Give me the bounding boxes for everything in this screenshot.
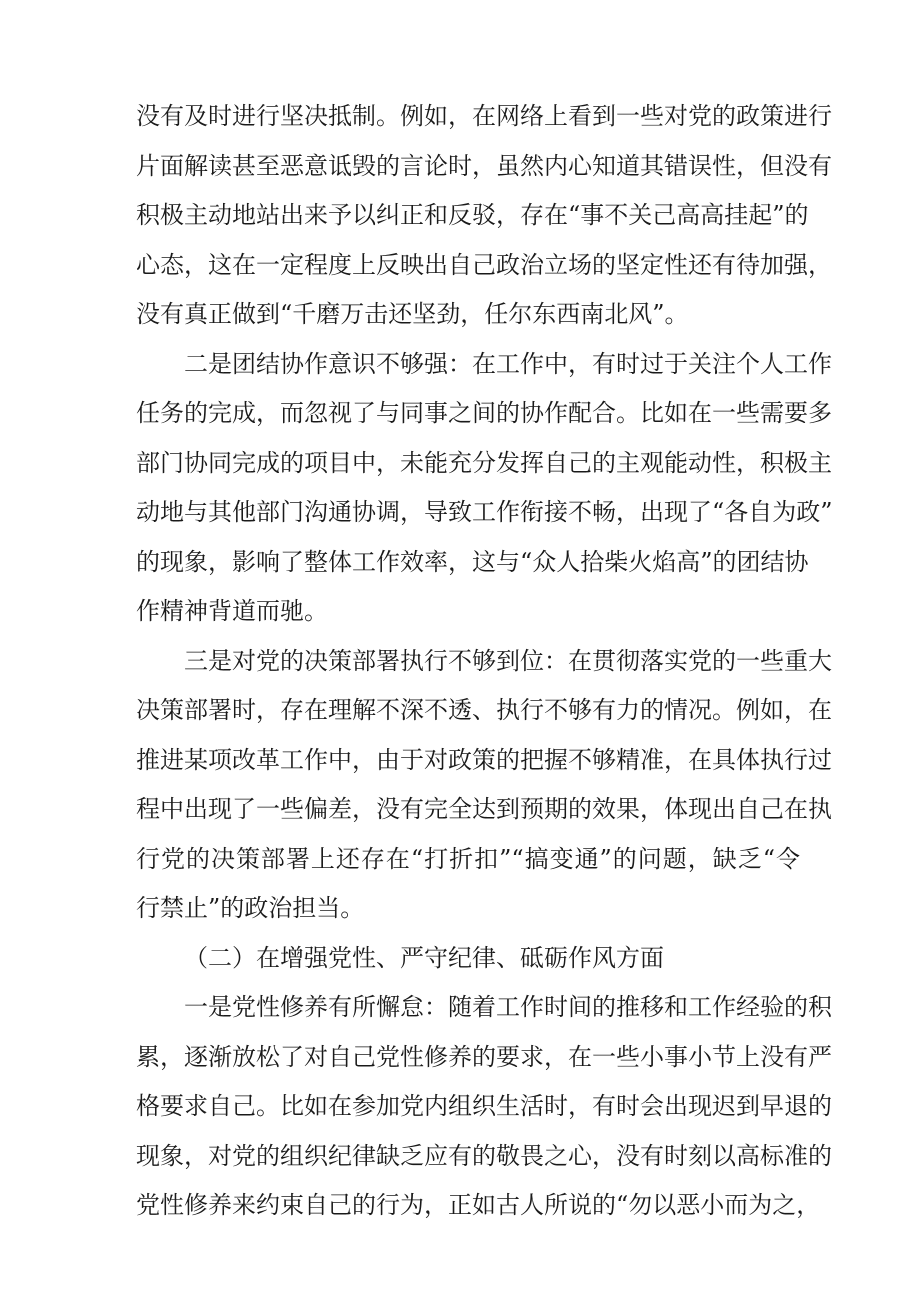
- text-line: 格要求自己。比如在参加党内组织生活时，有时会出现迟到早退的: [136, 1092, 832, 1120]
- text-line: 三是对党的决策部署执行不够到位：在贯彻落实党的一些重大: [184, 646, 832, 675]
- text-line: 心态，这在一定程度上反映出自己政治立场的坚定性还有待加强，: [136, 250, 832, 279]
- document-body: [136, 92, 833, 1231]
- paragraph-policy-execution: [136, 637, 832, 934]
- text-line: 党性修养来约束自己的行为，正如古人所说的“勿以恶小而为之，: [136, 1191, 821, 1219]
- text-line: 二是团结协作意识不够强：在工作中，有时过于关注个人工作: [184, 349, 832, 378]
- text-line: 行党的决策部署上还存在“打折扣”“搞变通”的问题，缺乏“令: [136, 844, 800, 873]
- text-line: 动地与其他部门沟通协调，导致工作衔接不畅，出现了“各自为政”: [136, 498, 833, 526]
- section-heading-text: （二）在增强党性、严守纪律、砥砺作风方面: [184, 943, 664, 972]
- text-line: 部门协同完成的项目中，未能充分发挥自己的主观能动性，积极主: [136, 448, 832, 477]
- text-line: 累，逐渐放松了对自己党性修养的要求，在一些小事小节上没有严: [136, 1042, 832, 1071]
- text-line: 一是党性修养有所懈怠：随着工作时间的推移和工作经验的积: [184, 993, 832, 1021]
- text-line: 的现象，影响了整体工作效率，这与“众人拾柴火焰高”的团结协: [136, 547, 809, 576]
- text-line: 没有及时进行坚决抵制。例如，在网络上看到一些对党的政策进行: [136, 102, 832, 130]
- text-line: 作精神背道而驰。: [136, 597, 328, 625]
- text-line: 决策部署时，存在理解不深不透、执行不够有力的情况。例如，在: [136, 696, 832, 724]
- text-line: 程中出现了一些偏差，没有完全达到预期的效果，体现出自己在执: [136, 795, 832, 823]
- paragraph-teamwork: [136, 340, 833, 637]
- text-line: 没有真正做到“千磨万击还坚劲，任尔东西南北风”。: [136, 300, 689, 328]
- paragraph-political-stance: [136, 92, 832, 340]
- text-line: 行禁止”的政治担当。: [136, 894, 365, 922]
- text-line: 现象，对党的组织纪律缺乏应有的敬畏之心，没有时刻以高标准的: [136, 1141, 832, 1170]
- text-line: 积极主动地站出来予以纠正和反驳，存在“事不关己高高挂起”的: [136, 201, 809, 229]
- paragraph-party-cultivation: [136, 983, 832, 1231]
- text-line: 片面解读甚至恶意诋毁的言论时，虽然内心知道其错误性，但没有: [136, 151, 832, 180]
- text-line: 推进某项改革工作中，由于对政策的把握不够精准，在具体执行过: [136, 745, 832, 774]
- section-heading: [136, 934, 800, 984]
- text-line: 任务的完成，而忽视了与同事之间的协作配合。比如在一些需要多: [136, 399, 832, 427]
